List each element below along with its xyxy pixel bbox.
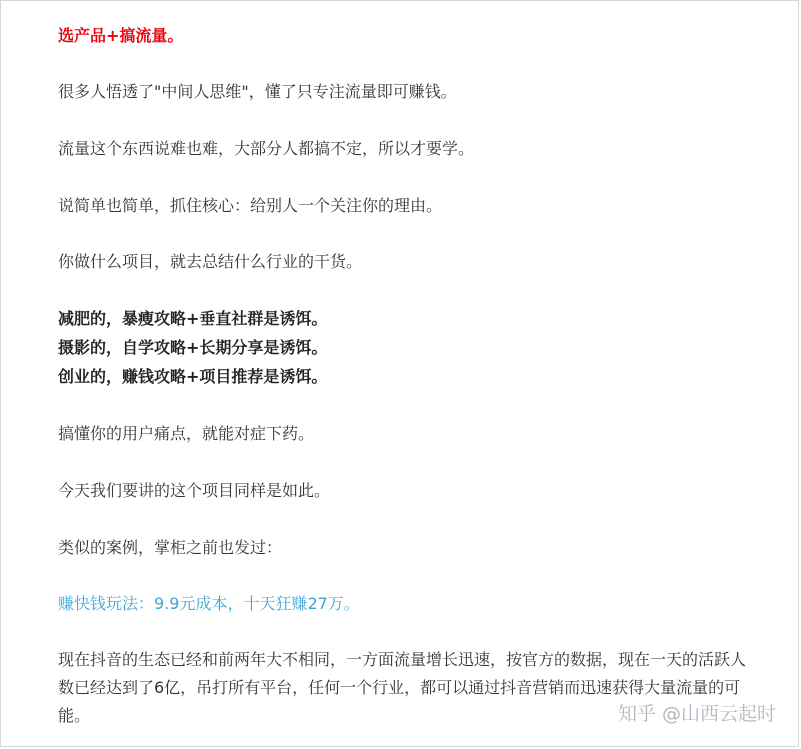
paragraph-4: 你做什么项目，就去总结什么行业的干货。	[58, 252, 363, 271]
paragraph-8: 现在抖音的生态已经和前两年大不相同，一方面流量增长迅速，按官方的数据，现在一天的活跃人数已经达到了6亿，吊打所有平台，任何一个行业，都可以通过抖音营销而迅速获得大量流量的可能。	[58, 650, 747, 725]
paragraph-1: 很多人悟透了"中间人思维"，懂了只专注流量即可赚钱。	[58, 82, 457, 101]
bold-line-3: 创业的，赚钱攻略+项目推荐是诱饵。	[58, 367, 328, 386]
paragraph-7: 类似的案例，掌柜之前也发过：	[58, 538, 283, 557]
paragraph-3: 说简单也简单，抓住核心：给别人一个关注你的理由。	[58, 196, 443, 215]
bold-line-1: 减肥的，暴瘦攻略+垂直社群是诱饵。	[58, 309, 328, 328]
related-article-link[interactable]: 赚快钱玩法：9.9元成本，十天狂赚27万。	[58, 594, 360, 613]
paragraph-6: 今天我们要讲的这个项目同样是如此。	[58, 481, 331, 500]
bold-line-2: 摄影的，自学攻略+长期分享是诱饵。	[58, 338, 328, 357]
zhihu-watermark: 知乎 @山西云起时	[617, 703, 776, 725]
article-heading: 选产品+搞流量。	[58, 26, 184, 45]
paragraph-5: 搞懂你的用户痛点，就能对症下药。	[58, 424, 315, 443]
paragraph-2: 流量这个东西说难也难，大部分人都搞不定，所以才要学。	[58, 139, 475, 158]
